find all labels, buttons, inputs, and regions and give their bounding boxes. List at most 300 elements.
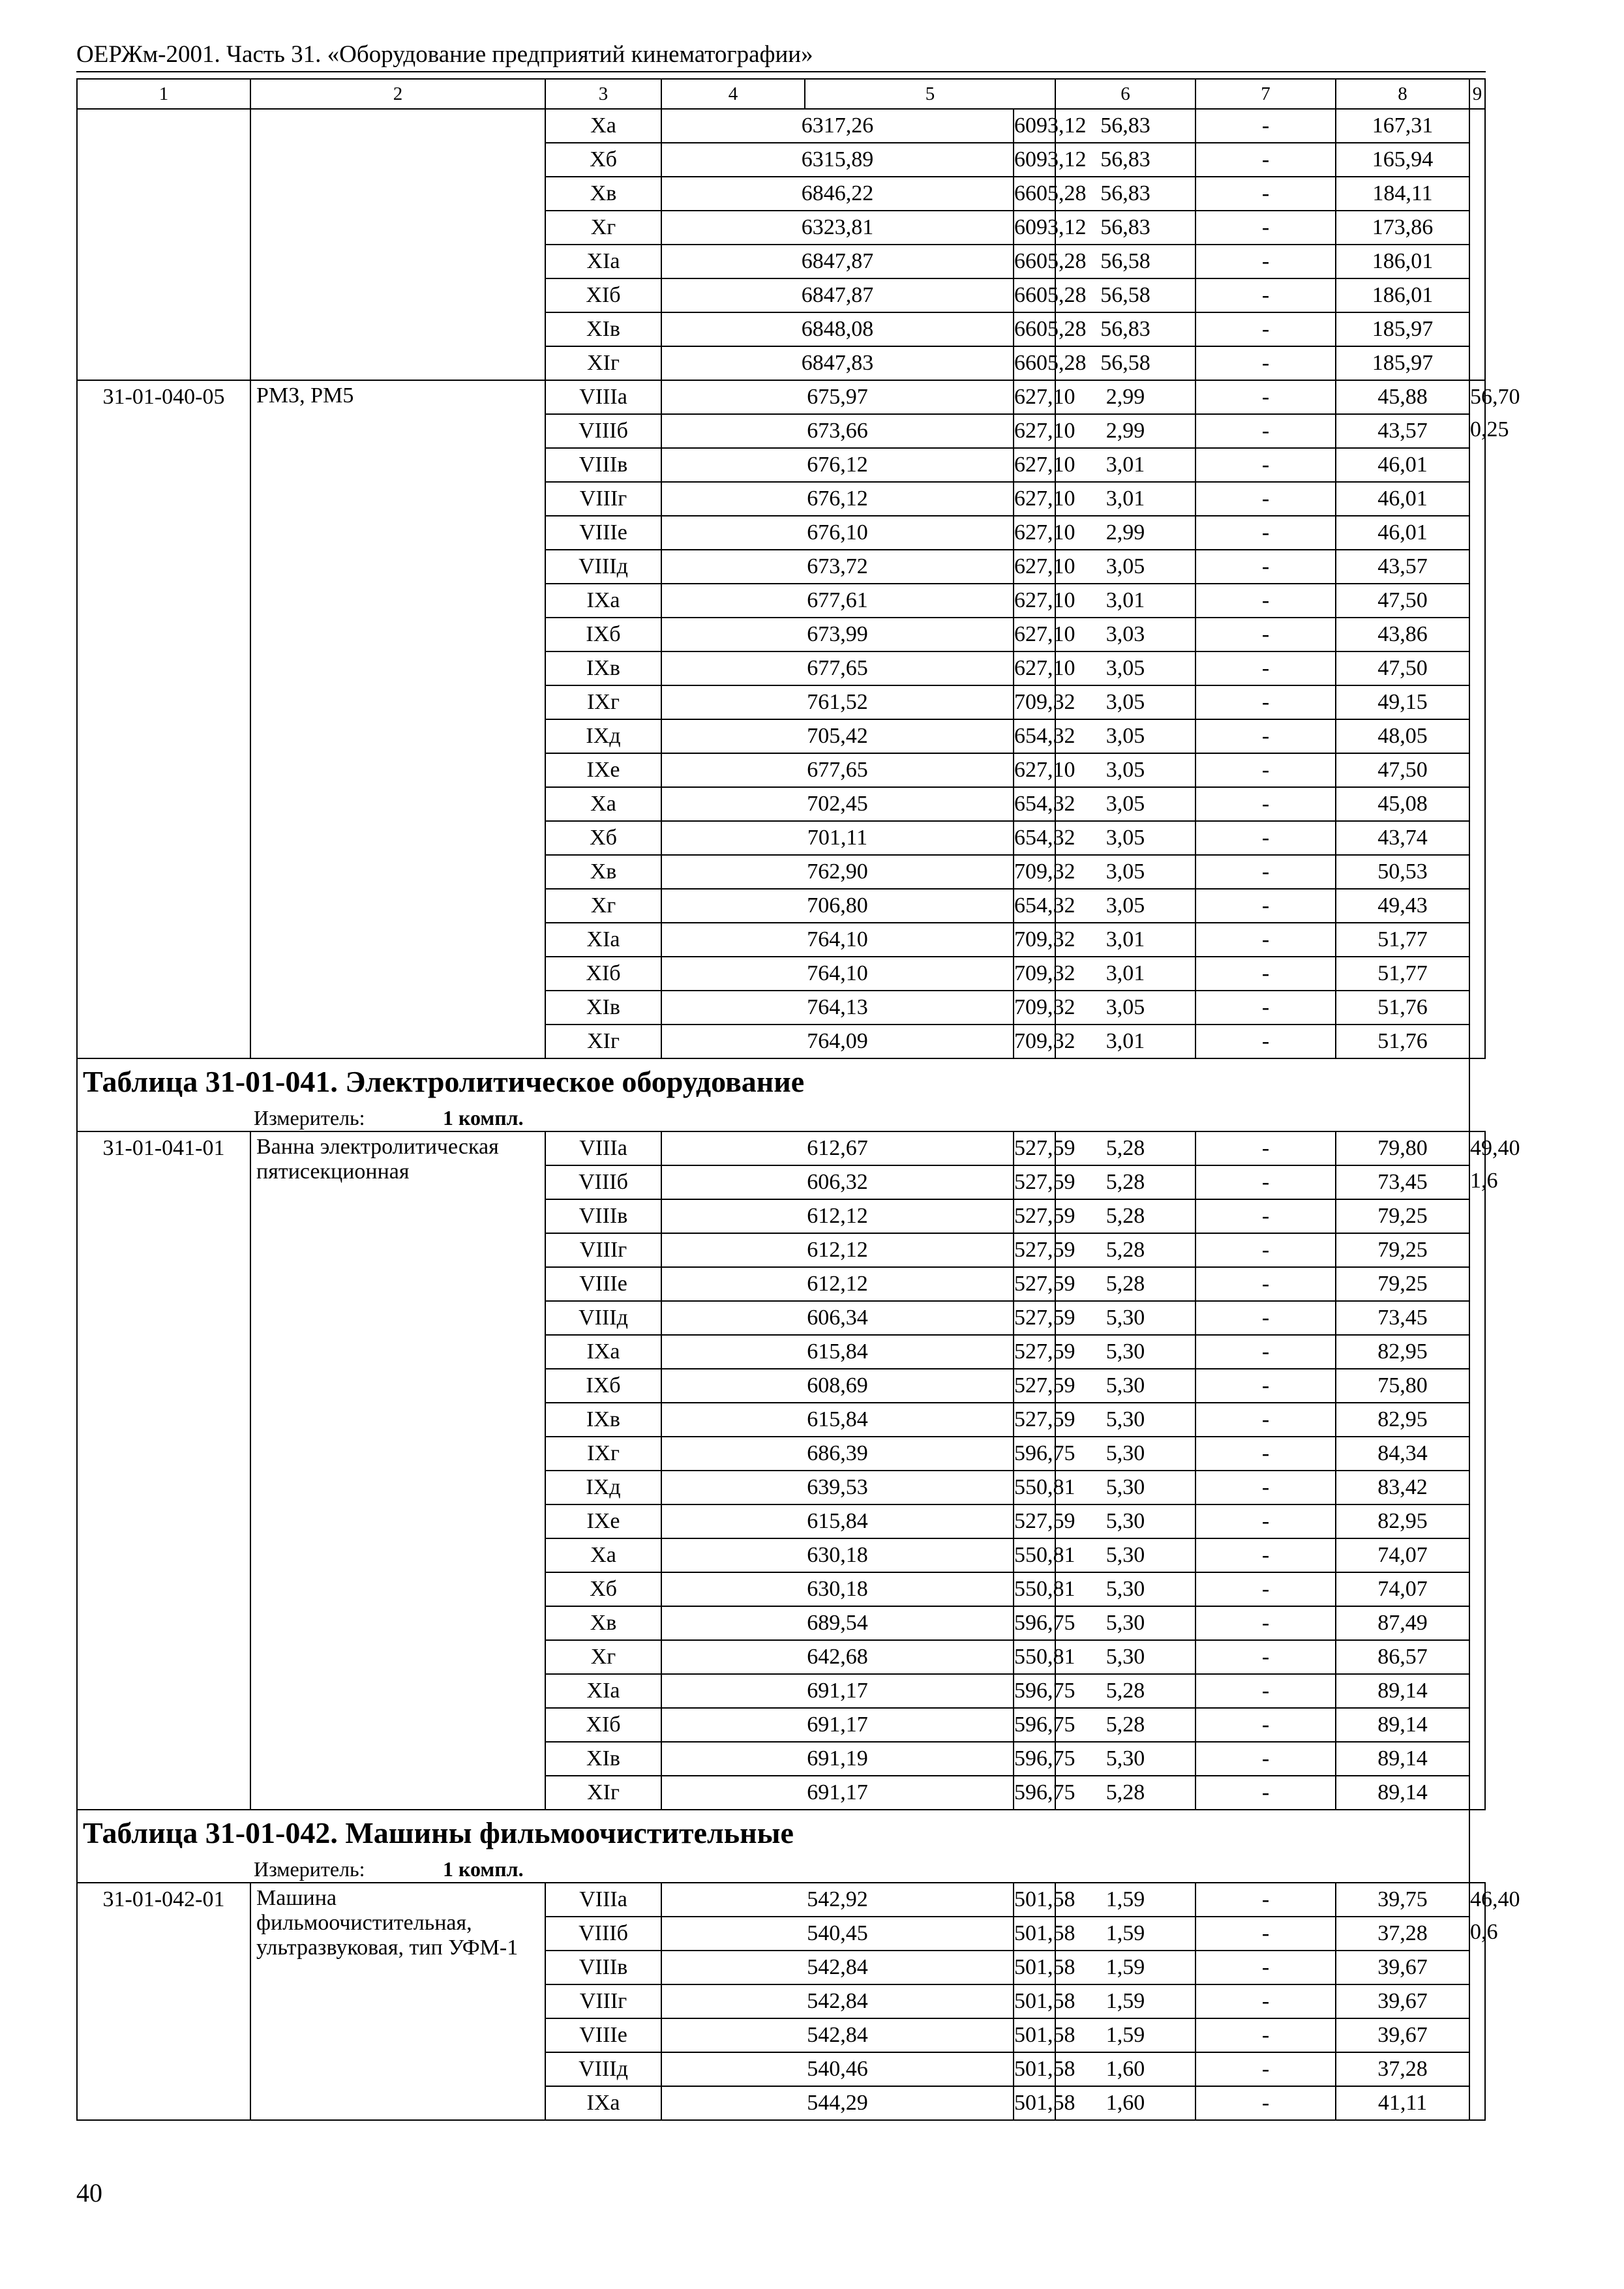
table-cell: 3,01 bbox=[1055, 923, 1195, 957]
table-cell: 527,59 bbox=[1014, 1335, 1055, 1369]
table-cell: 47,50 bbox=[1336, 651, 1469, 685]
table-cell: VIIIа bbox=[545, 1883, 661, 1917]
table-cell: - bbox=[1195, 1640, 1336, 1674]
table-cell: 501,58 bbox=[1014, 1883, 1055, 1917]
column-number-cell: 6 bbox=[1055, 79, 1195, 109]
table-cell: 39,67 bbox=[1336, 2018, 1469, 2052]
table-cell: 6605,28 bbox=[1014, 278, 1055, 312]
table-cell: 39,67 bbox=[1336, 1951, 1469, 1984]
table-cell: 627,10 bbox=[1014, 618, 1055, 651]
table-cell: VIIIг bbox=[545, 1233, 661, 1267]
table-cell: 676,12 bbox=[661, 448, 1014, 482]
col9-values bbox=[1469, 1883, 1520, 2120]
table-cell: 3,05 bbox=[1055, 753, 1195, 787]
table-cell: VIIIа bbox=[545, 1131, 661, 1165]
section-title-row bbox=[77, 1058, 1485, 1105]
table-cell: 45,88 bbox=[1336, 380, 1469, 414]
table-cell: 56,58 bbox=[1055, 346, 1195, 380]
col9-value: 56,70 bbox=[1470, 385, 1520, 409]
table-cell: 701,11 bbox=[661, 821, 1014, 855]
table-cell: 542,84 bbox=[661, 1984, 1014, 2018]
table-cell: 6093,12 bbox=[1014, 109, 1055, 143]
table-cell: 630,18 bbox=[661, 1572, 1014, 1606]
table-cell: IXв bbox=[545, 1403, 661, 1437]
table-cell: 5,30 bbox=[1055, 1403, 1195, 1437]
table-cell: 630,18 bbox=[661, 1538, 1014, 1572]
table-cell: IXг bbox=[545, 1437, 661, 1471]
table-cell: - bbox=[1195, 1504, 1336, 1538]
table-cell: 1,59 bbox=[1055, 1951, 1195, 1984]
page-header: ОЕРЖм-2001. Часть 31. «Оборудование предприятий кинематографии» bbox=[76, 41, 813, 68]
table-cell: Xв bbox=[545, 1606, 661, 1640]
table-cell: VIIIе bbox=[545, 516, 661, 550]
table-cell: Xв bbox=[545, 177, 661, 211]
table-cell: 527,59 bbox=[1014, 1165, 1055, 1199]
table-cell: 5,30 bbox=[1055, 1437, 1195, 1471]
table-cell: 5,28 bbox=[1055, 1199, 1195, 1233]
table-cell: 764,10 bbox=[661, 957, 1014, 991]
table-cell: 542,84 bbox=[661, 1951, 1014, 1984]
table-cell: XIб bbox=[545, 957, 661, 991]
table-cell: 1,59 bbox=[1055, 1984, 1195, 2018]
table-cell: 764,13 bbox=[661, 991, 1014, 1025]
table-cell: 5,28 bbox=[1055, 1776, 1195, 1810]
table-cell: 3,05 bbox=[1055, 991, 1195, 1025]
table-cell: 3,05 bbox=[1055, 855, 1195, 889]
table-cell: - bbox=[1195, 991, 1336, 1025]
table-cell: 173,86 bbox=[1336, 211, 1469, 245]
table-cell: 550,81 bbox=[1014, 1471, 1055, 1504]
table-cell: 627,10 bbox=[1014, 651, 1055, 685]
table-cell: 501,58 bbox=[1014, 1917, 1055, 1951]
table-cell: XIг bbox=[545, 1025, 661, 1058]
col9-values bbox=[1469, 380, 1520, 1058]
table-cell: - bbox=[1195, 109, 1336, 143]
column-number-cell: 7 bbox=[1195, 79, 1336, 109]
table-cell: 56,58 bbox=[1055, 278, 1195, 312]
table-cell: VIIIб bbox=[545, 1165, 661, 1199]
table-cell: 79,25 bbox=[1336, 1199, 1469, 1233]
table-cell: 501,58 bbox=[1014, 2052, 1055, 2086]
table-cell: 709,32 bbox=[1014, 991, 1055, 1025]
unit-cell bbox=[77, 1856, 1469, 1883]
column-number-cell: 8 bbox=[1336, 79, 1469, 109]
table-cell: 5,28 bbox=[1055, 1674, 1195, 1708]
table-cell: VIIIв bbox=[545, 1951, 661, 1984]
item-code: 31-01-040-05 bbox=[77, 380, 250, 1058]
table-cell: 79,25 bbox=[1336, 1233, 1469, 1267]
table-cell: 5,30 bbox=[1055, 1301, 1195, 1335]
table-cell: 676,12 bbox=[661, 482, 1014, 516]
table-cell: - bbox=[1195, 1917, 1336, 1951]
table-cell: 6605,28 bbox=[1014, 245, 1055, 278]
table-cell: 615,84 bbox=[661, 1403, 1014, 1437]
table-cell: 676,10 bbox=[661, 516, 1014, 550]
table-cell: 5,30 bbox=[1055, 1335, 1195, 1369]
table-cell: 5,30 bbox=[1055, 1471, 1195, 1504]
table-cell: - bbox=[1195, 618, 1336, 651]
table-cell: - bbox=[1195, 1131, 1336, 1165]
table-cell: 6315,89 bbox=[661, 143, 1014, 177]
table-cell: 709,32 bbox=[1014, 957, 1055, 991]
table-cell: VIIIг bbox=[545, 1984, 661, 2018]
table-cell: 48,05 bbox=[1336, 719, 1469, 753]
table-cell: 596,75 bbox=[1014, 1708, 1055, 1742]
table-cell: - bbox=[1195, 889, 1336, 923]
table-cell: VIIIе bbox=[545, 2018, 661, 2052]
section-title: Таблица 31-01-042. Машины фильмоочистительные bbox=[77, 1810, 1469, 1856]
table-cell: 56,83 bbox=[1055, 312, 1195, 346]
table-cell: - bbox=[1195, 855, 1336, 889]
table-cell: 612,12 bbox=[661, 1267, 1014, 1301]
table-cell: 5,28 bbox=[1055, 1131, 1195, 1165]
table-cell: 3,01 bbox=[1055, 957, 1195, 991]
table-cell: - bbox=[1195, 1267, 1336, 1301]
table-cell: VIIIа bbox=[545, 380, 661, 414]
table-cell: 677,65 bbox=[661, 651, 1014, 685]
table-cell: 5,28 bbox=[1055, 1708, 1195, 1742]
table-cell: 6847,83 bbox=[661, 346, 1014, 380]
table-cell: 43,57 bbox=[1336, 414, 1469, 448]
table-cell: XIв bbox=[545, 312, 661, 346]
table-row bbox=[77, 1131, 1485, 1165]
table-cell: VIIIе bbox=[545, 1267, 661, 1301]
column-number-cell: 5 bbox=[805, 79, 1055, 109]
table-cell: 86,57 bbox=[1336, 1640, 1469, 1674]
table-cell: 673,66 bbox=[661, 414, 1014, 448]
table-cell: 606,32 bbox=[661, 1165, 1014, 1199]
table-cell: 527,59 bbox=[1014, 1301, 1055, 1335]
table-cell: IXг bbox=[545, 685, 661, 719]
table-cell: - bbox=[1195, 1301, 1336, 1335]
table-row bbox=[77, 109, 1485, 143]
table-cell: - bbox=[1195, 550, 1336, 584]
table-cell: IXб bbox=[545, 1369, 661, 1403]
table-cell: - bbox=[1195, 1471, 1336, 1504]
table-cell: - bbox=[1195, 516, 1336, 550]
table-cell: 1,59 bbox=[1055, 1917, 1195, 1951]
table-cell: 79,25 bbox=[1336, 1267, 1469, 1301]
table-cell: VIIIб bbox=[545, 414, 661, 448]
table-cell: Xб bbox=[545, 143, 661, 177]
table-cell: 501,58 bbox=[1014, 2086, 1055, 2120]
table-cell: Xа bbox=[545, 109, 661, 143]
table-cell: 542,92 bbox=[661, 1883, 1014, 1917]
table-cell: 43,74 bbox=[1336, 821, 1469, 855]
table-cell: 56,83 bbox=[1055, 143, 1195, 177]
table-cell: - bbox=[1195, 957, 1336, 991]
unit-cell bbox=[77, 1105, 1469, 1131]
table-cell: 627,10 bbox=[1014, 584, 1055, 618]
table-cell: 84,34 bbox=[1336, 1437, 1469, 1471]
table-cell: 186,01 bbox=[1336, 245, 1469, 278]
table-cell: - bbox=[1195, 1437, 1336, 1471]
col9-value: 46,40 bbox=[1470, 1887, 1520, 1911]
table-cell: 3,05 bbox=[1055, 719, 1195, 753]
table-cell: VIIIб bbox=[545, 1917, 661, 1951]
table-cell: 51,77 bbox=[1336, 923, 1469, 957]
table-cell: 1,60 bbox=[1055, 2086, 1195, 2120]
table-cell: - bbox=[1195, 1165, 1336, 1199]
table-cell: 709,32 bbox=[1014, 1025, 1055, 1058]
table-cell: 642,68 bbox=[661, 1640, 1014, 1674]
item-name: Машина фильмоочистительная, ультразвуковая, тип УФМ-1 bbox=[250, 1883, 545, 2120]
table-cell: 51,76 bbox=[1336, 991, 1469, 1025]
table-cell: - bbox=[1195, 753, 1336, 787]
table-cell: 527,59 bbox=[1014, 1199, 1055, 1233]
table-cell: 3,01 bbox=[1055, 1025, 1195, 1058]
table-cell: Xб bbox=[545, 1572, 661, 1606]
table-cell: XIв bbox=[545, 1742, 661, 1776]
table-cell: Xа bbox=[545, 787, 661, 821]
table-cell: - bbox=[1195, 821, 1336, 855]
col9-value: 49,40 bbox=[1470, 1136, 1520, 1160]
table-cell: 51,76 bbox=[1336, 1025, 1469, 1058]
table-cell: 3,05 bbox=[1055, 889, 1195, 923]
table-cell: 764,10 bbox=[661, 923, 1014, 957]
table-cell: 654,32 bbox=[1014, 787, 1055, 821]
table-cell: 41,11 bbox=[1336, 2086, 1469, 2120]
unit-label: Измеритель: bbox=[254, 1106, 365, 1130]
table-cell: 677,65 bbox=[661, 753, 1014, 787]
table-cell: 46,01 bbox=[1336, 448, 1469, 482]
table-cell: 673,99 bbox=[661, 618, 1014, 651]
table-cell: 702,45 bbox=[661, 787, 1014, 821]
table-cell: - bbox=[1195, 1335, 1336, 1369]
table-cell: XIв bbox=[545, 991, 661, 1025]
table-cell: 87,49 bbox=[1336, 1606, 1469, 1640]
table-cell: 82,95 bbox=[1336, 1335, 1469, 1369]
table-cell: 89,14 bbox=[1336, 1708, 1469, 1742]
table-cell: - bbox=[1195, 1776, 1336, 1810]
table-cell: 89,14 bbox=[1336, 1674, 1469, 1708]
table-cell: IXа bbox=[545, 1335, 661, 1369]
table-cell: 654,32 bbox=[1014, 719, 1055, 753]
table-cell: 1,60 bbox=[1055, 2052, 1195, 2086]
table-cell: 51,77 bbox=[1336, 957, 1469, 991]
table-cell: VIIIд bbox=[545, 2052, 661, 2086]
table-cell: 185,97 bbox=[1336, 312, 1469, 346]
section-title: Таблица 31-01-041. Электролитическое оборудование bbox=[77, 1058, 1469, 1105]
table-cell: 6848,08 bbox=[661, 312, 1014, 346]
table-cell: 3,05 bbox=[1055, 685, 1195, 719]
table-cell: VIIIв bbox=[545, 1199, 661, 1233]
table-cell: - bbox=[1195, 143, 1336, 177]
table-cell: 527,59 bbox=[1014, 1369, 1055, 1403]
table-cell: VIIIд bbox=[545, 550, 661, 584]
section-title-row bbox=[77, 1810, 1485, 1856]
table-cell: 5,28 bbox=[1055, 1233, 1195, 1267]
table-cell: 89,14 bbox=[1336, 1776, 1469, 1810]
header-rule bbox=[76, 71, 1486, 72]
table-cell: 82,95 bbox=[1336, 1504, 1469, 1538]
item-code: 31-01-041-01 bbox=[77, 1131, 250, 1810]
table-cell: 686,39 bbox=[661, 1437, 1014, 1471]
column-number-cell: 4 bbox=[661, 79, 805, 109]
item-name bbox=[250, 109, 545, 380]
col9-value: 0,25 bbox=[1470, 417, 1509, 441]
table-cell: XIб bbox=[545, 278, 661, 312]
table-cell: 1,59 bbox=[1055, 2018, 1195, 2052]
table-cell: - bbox=[1195, 584, 1336, 618]
table-cell: 639,53 bbox=[661, 1471, 1014, 1504]
item-code bbox=[77, 109, 250, 380]
table-cell: 73,45 bbox=[1336, 1301, 1469, 1335]
table-cell: 540,46 bbox=[661, 2052, 1014, 2086]
table-cell: IXд bbox=[545, 719, 661, 753]
table-cell: XIг bbox=[545, 346, 661, 380]
table-cell: 43,57 bbox=[1336, 550, 1469, 584]
table-cell: 45,08 bbox=[1336, 787, 1469, 821]
table-cell: 654,32 bbox=[1014, 821, 1055, 855]
table-cell: 612,12 bbox=[661, 1233, 1014, 1267]
table-cell: - bbox=[1195, 1742, 1336, 1776]
table-cell: 56,83 bbox=[1055, 211, 1195, 245]
table-cell: - bbox=[1195, 1403, 1336, 1437]
col9-values bbox=[1469, 109, 1485, 380]
column-number-cell: 3 bbox=[545, 79, 661, 109]
table-cell: 89,14 bbox=[1336, 1742, 1469, 1776]
table-cell: Xг bbox=[545, 1640, 661, 1674]
table-cell: - bbox=[1195, 1538, 1336, 1572]
table-cell: 3,05 bbox=[1055, 651, 1195, 685]
table-cell: 550,81 bbox=[1014, 1572, 1055, 1606]
table-cell: IXб bbox=[545, 618, 661, 651]
table-cell: 47,50 bbox=[1336, 753, 1469, 787]
table-cell: 691,19 bbox=[661, 1742, 1014, 1776]
table-cell: - bbox=[1195, 211, 1336, 245]
table-cell: 37,28 bbox=[1336, 1917, 1469, 1951]
table-cell: 501,58 bbox=[1014, 1984, 1055, 2018]
table-cell: - bbox=[1195, 923, 1336, 957]
table-cell: 540,45 bbox=[661, 1917, 1014, 1951]
table-cell: 608,69 bbox=[661, 1369, 1014, 1403]
table-cell: 3,05 bbox=[1055, 550, 1195, 584]
table-cell: VIIIд bbox=[545, 1301, 661, 1335]
table-cell: 527,59 bbox=[1014, 1267, 1055, 1301]
table-cell: 691,17 bbox=[661, 1674, 1014, 1708]
table-cell: 6846,22 bbox=[661, 177, 1014, 211]
table-cell: 56,58 bbox=[1055, 245, 1195, 278]
table-cell: 39,75 bbox=[1336, 1883, 1469, 1917]
column-number-cell: 1 bbox=[77, 79, 250, 109]
table-cell: 5,30 bbox=[1055, 1538, 1195, 1572]
table-cell: XIа bbox=[545, 923, 661, 957]
table-cell: 186,01 bbox=[1336, 278, 1469, 312]
table-cell: - bbox=[1195, 1708, 1336, 1742]
table-cell: 184,11 bbox=[1336, 177, 1469, 211]
table-cell: - bbox=[1195, 448, 1336, 482]
table-cell: 706,80 bbox=[661, 889, 1014, 923]
table-cell: 3,05 bbox=[1055, 821, 1195, 855]
table-cell: 5,30 bbox=[1055, 1606, 1195, 1640]
table-cell: 49,15 bbox=[1336, 685, 1469, 719]
table-cell: 39,67 bbox=[1336, 1984, 1469, 2018]
table-cell: 709,32 bbox=[1014, 685, 1055, 719]
table-cell: Xг bbox=[545, 211, 661, 245]
column-number-row bbox=[77, 79, 1485, 109]
table-cell: 5,30 bbox=[1055, 1504, 1195, 1538]
table-cell: - bbox=[1195, 1951, 1336, 1984]
table-cell: 627,10 bbox=[1014, 482, 1055, 516]
table-cell: - bbox=[1195, 1606, 1336, 1640]
table-cell: 550,81 bbox=[1014, 1538, 1055, 1572]
table-cell: 73,45 bbox=[1336, 1165, 1469, 1199]
table-cell: - bbox=[1195, 719, 1336, 753]
table-cell: 527,59 bbox=[1014, 1403, 1055, 1437]
table-cell: 83,42 bbox=[1336, 1471, 1469, 1504]
table-cell: 2,99 bbox=[1055, 380, 1195, 414]
table-cell: - bbox=[1195, 2052, 1336, 2086]
price-table bbox=[76, 78, 1520, 2121]
table-cell: 167,31 bbox=[1336, 109, 1469, 143]
table-cell: 185,97 bbox=[1336, 346, 1469, 380]
table-cell: - bbox=[1195, 482, 1336, 516]
table-cell: Xа bbox=[545, 1538, 661, 1572]
table-cell: - bbox=[1195, 278, 1336, 312]
table-cell: 527,59 bbox=[1014, 1504, 1055, 1538]
table-cell: - bbox=[1195, 380, 1336, 414]
table-cell: 761,52 bbox=[661, 685, 1014, 719]
table-cell: 56,83 bbox=[1055, 177, 1195, 211]
table-cell: - bbox=[1195, 245, 1336, 278]
table-cell: - bbox=[1195, 1572, 1336, 1606]
column-number-cell: 2 bbox=[250, 79, 545, 109]
col9-value: 1,6 bbox=[1470, 1169, 1498, 1193]
table-cell: 3,01 bbox=[1055, 448, 1195, 482]
table-cell: 527,59 bbox=[1014, 1233, 1055, 1267]
table-cell: - bbox=[1195, 2086, 1336, 2120]
table-cell: - bbox=[1195, 346, 1336, 380]
table-cell: Xб bbox=[545, 821, 661, 855]
table-cell: - bbox=[1195, 1199, 1336, 1233]
table-cell: 6847,87 bbox=[661, 245, 1014, 278]
table-cell: VIIIг bbox=[545, 482, 661, 516]
table-cell: 3,03 bbox=[1055, 618, 1195, 651]
table-cell: 627,10 bbox=[1014, 380, 1055, 414]
table-cell: IXа bbox=[545, 584, 661, 618]
col9-values bbox=[1469, 1131, 1520, 1810]
table-cell: 50,53 bbox=[1336, 855, 1469, 889]
table-cell: Xг bbox=[545, 889, 661, 923]
table-cell: 596,75 bbox=[1014, 1606, 1055, 1640]
table-cell: - bbox=[1195, 414, 1336, 448]
table-cell: 627,10 bbox=[1014, 414, 1055, 448]
table-cell: 677,61 bbox=[661, 584, 1014, 618]
table-cell: 596,75 bbox=[1014, 1674, 1055, 1708]
table-cell: 627,10 bbox=[1014, 753, 1055, 787]
table-cell: - bbox=[1195, 1984, 1336, 2018]
table-cell: 5,28 bbox=[1055, 1165, 1195, 1199]
table-cell: IXд bbox=[545, 1471, 661, 1504]
table-cell: Xв bbox=[545, 855, 661, 889]
table-cell: 79,80 bbox=[1336, 1131, 1469, 1165]
table-cell: 612,67 bbox=[661, 1131, 1014, 1165]
table-cell: IXа bbox=[545, 2086, 661, 2120]
table-cell: 74,07 bbox=[1336, 1572, 1469, 1606]
table-cell: 6323,81 bbox=[661, 211, 1014, 245]
table-cell: XIа bbox=[545, 1674, 661, 1708]
table-cell: - bbox=[1195, 312, 1336, 346]
table-cell: 5,30 bbox=[1055, 1640, 1195, 1674]
table-cell: 1,59 bbox=[1055, 1883, 1195, 1917]
table-cell: 75,80 bbox=[1336, 1369, 1469, 1403]
table-cell: 49,43 bbox=[1336, 889, 1469, 923]
table-cell: 689,54 bbox=[661, 1606, 1014, 1640]
table-cell: 165,94 bbox=[1336, 143, 1469, 177]
table-row bbox=[77, 380, 1485, 414]
table-cell: - bbox=[1195, 685, 1336, 719]
